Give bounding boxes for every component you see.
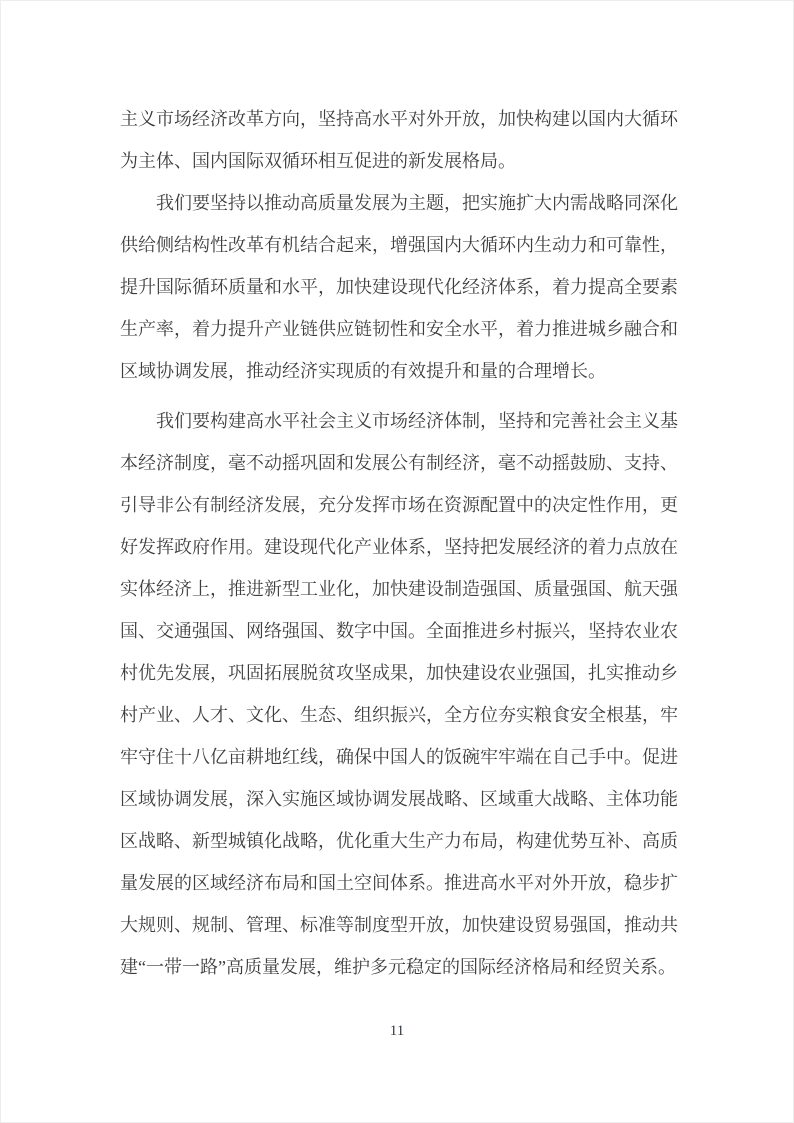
text-line: 提升国际循环质量和水平，加快建设现代化经济体系，着力提高全要素 — [120, 277, 678, 297]
text-line: 建“一带一路”高质量发展，维护多元稳定的国际经济格局和经贸关系。 — [120, 957, 676, 977]
text-line: 我们要构建高水平社会主义市场经济体制，坚持和完善社会主义基 — [156, 411, 678, 431]
text-line: 主义市场经济改革方向，坚持高水平对外开放，加快构建以国内大循环 — [120, 109, 678, 129]
text-line: 实体经济上，推进新型工业化，加快建设制造强国、质量强国、航天强 — [120, 579, 678, 599]
text-line: 国、交通强国、网络强国、数字中国。全面推进乡村振兴，坚持农业农 — [120, 621, 678, 641]
text-line: 牢守住十八亿亩耕地红线，确保中国人的饭碗牢牢端在自己手中。促进 — [120, 747, 678, 767]
text-line: 区域协调发展，深入实施区域协调发展战略、区域重大战略、主体功能 — [120, 789, 678, 809]
text-line: 大规则、规制、管理、标准等制度型开放，加快建设贸易强国，推动共 — [120, 915, 678, 935]
text-line: 量发展的区域经济布局和国土空间体系。推进高水平对外开放，稳步扩 — [120, 873, 678, 893]
text-line: 本经济制度，毫不动摇巩固和发展公有制经济，毫不动摇鼓励、支持、 — [120, 453, 678, 473]
document-body — [120, 98, 678, 988]
paragraph — [120, 98, 678, 182]
text-line: 为主体、国内国际双循环相互促进的新发展格局。 — [120, 151, 516, 171]
text-line: 村产业、人才、文化、生态、组织振兴，全方位夯实粮食安全根基，牢 — [120, 705, 678, 725]
text-line: 村优先发展，巩固拓展脱贫攻坚成果，加快建设农业强国，扎实推动乡 — [120, 663, 678, 683]
text-line: 区域协调发展，推动经济实现质的有效提升和量的合理增长。 — [120, 361, 606, 381]
page-number: 11 — [389, 1023, 405, 1039]
paragraph — [120, 182, 678, 392]
paragraph — [120, 400, 678, 988]
text-line: 生产率，着力提升产业链供应链韧性和安全水平，着力推进城乡融合和 — [120, 319, 678, 339]
text-line: 区战略、新型城镇化战略，优化重大生产力布局，构建优势互补、高质 — [120, 831, 678, 851]
text-line: 好发挥政府作用。建设现代化产业体系，坚持把发展经济的着力点放在 — [120, 537, 678, 557]
page-footer — [1, 1021, 793, 1041]
text-line: 引导非公有制经济发展，充分发挥市场在资源配置中的决定性作用，更 — [120, 495, 678, 515]
text-line: 供给侧结构性改革有机结合起来，增强国内大循环内生动力和可靠性， — [120, 235, 678, 255]
text-line: 我们要坚持以推动高质量发展为主题，把实施扩大内需战略同深化 — [156, 193, 678, 213]
